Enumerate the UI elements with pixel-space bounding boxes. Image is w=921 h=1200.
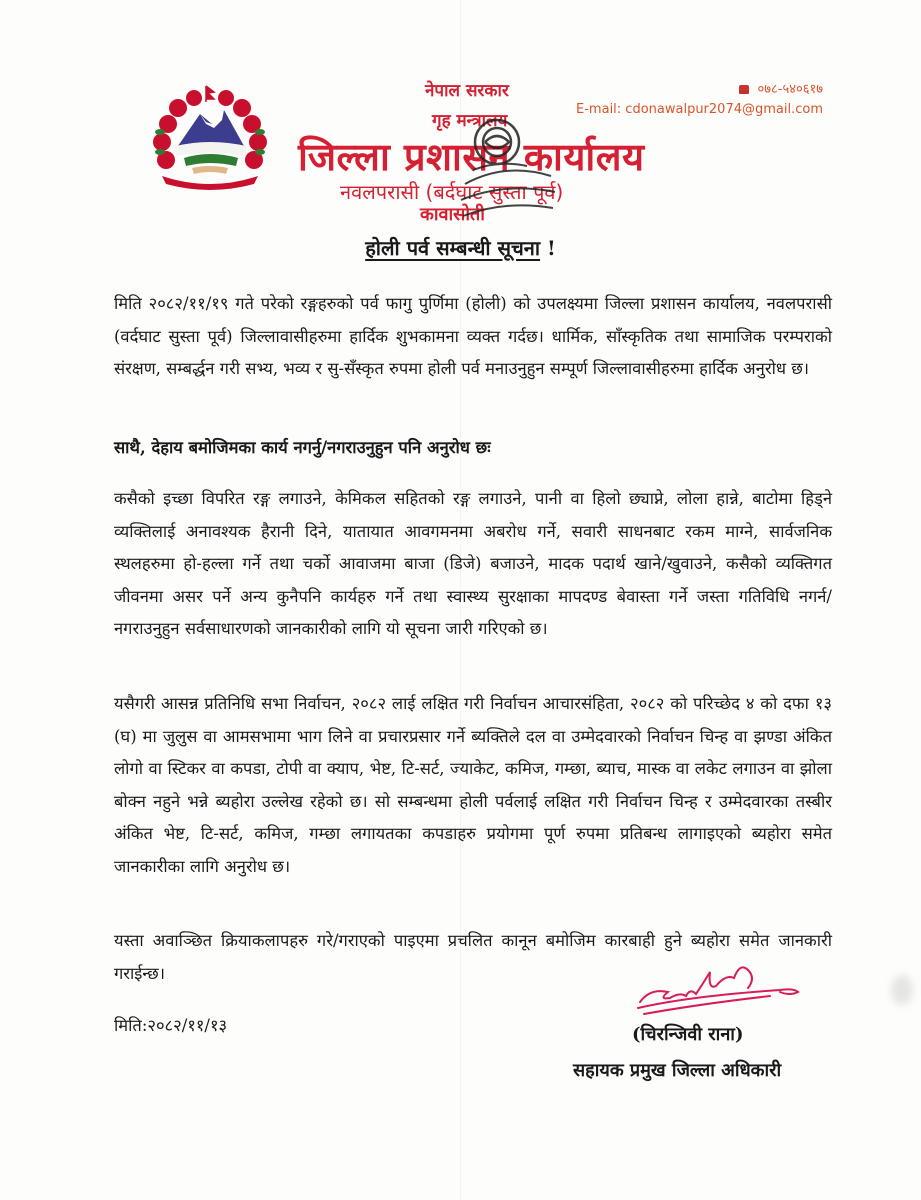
notice-title [0, 234, 921, 261]
phone-icon [739, 85, 749, 94]
district-name: नवलपरासी (बर्दघाट सुस्ता पूर्व) [340, 180, 564, 204]
ministry-name: गृह मन्त्रालय [432, 111, 508, 131]
office-name: जिल्ला प्रशासन कार्यालय [298, 135, 645, 179]
phone-number: ०७८-५४०६१७ [757, 82, 823, 97]
district-sub-name: कावासोती [420, 204, 485, 225]
office-seal-stamp-icon [455, 112, 565, 232]
paragraph-greeting: मिति २०८२/११/१९ गते परेको रङ्गहरुको पर्व फागु पुर्णिमा (होली) को उपलक्ष्यमा जिल्ला प्रशासन कार्यालय, नवलपरासी (वर्दघाट सुस्ता पूर्व) जिल्लावासीहरुमा हार्दिक शुभकामना व्यक्त गर्दछ। धार्मिक, साँस्कृतिक तथा सामाजिक परम्पराको संरक्षण, सम्बर्द्धन गरी सभ्य, भव्य र सु-सँस्कृत रुपमा होली पर्व मनाउनुहुन सम्पूर्ण जिल्लावासीहरुमा हार्दिक अनुरोध छ। [114, 294, 832, 378]
phone-line [576, 80, 823, 100]
nepal-coat-of-arms-icon [148, 84, 272, 196]
contact-block [576, 80, 823, 120]
scan-smudge [891, 975, 913, 1005]
handwritten-signature-icon [630, 952, 805, 1027]
government-name: नेपाल सरकार [425, 81, 509, 101]
paragraph-request-heading: साथै, देहाय बमोजिमका कार्य नगर्नु/नगराउनुहुन पनि अनुरोध छः [114, 438, 491, 457]
email-address[interactable]: E-mail: cdonawalpur2074@gmail.com [576, 102, 823, 117]
paragraph-legal-action: यस्ता अवाञ्छित क्रियाकलापहरु गरे/गराएको पाइएमा प्रचलित कानून बमोजिम कारबाही हुने ब्यहोरा समेत जानकारी गराईन्छ। [114, 931, 832, 983]
notice-title-text: होली पर्व सम्बन्धी सूचना [365, 236, 541, 260]
notice-date: मिति:२०८२/११/१३ [114, 1016, 228, 1035]
notice-title-mark: ! [547, 236, 556, 260]
signatory-designation: सहायक प्रमुख जिल्ला अधिकारी [573, 1060, 782, 1081]
signatory-name: (चिरन्जिवी राना) [632, 1024, 744, 1045]
paragraph-election-code: यसैगरी आसन्न प्रतिनिधि सभा निर्वाचन, २०८२ लाई लक्षित गरी निर्वाचन आचारसंहिता, २०८२ को परिच्छेद ४ को दफा १३ (घ) मा जुलुस वा आमसभामा भाग लिने वा प्रचारप्रसार गर्ने ब्यक्तिले दल वा उम्मेदवारको निर्वाचन चिन्ह वा झण्डा अंकित लोगो वा स्टिकर वा कपडा, टोपी वा क्याप, भेष्ट, टि-सर्ट, ज्याकेट, कमिज, गम्छा, ब्याच, मास्क वा लकेट लगाउन वा झोला बोक्न नहुने भन्ने ब्यहोरा उल्लेख रहेको छ। सो सम्बन्धमा होली पर्वलाई लक्षित गरी निर्वाचन चिन्ह र उम्मेदवारका तस्बीर अंकित भेष्ट, टि-सर्ट, कमिज, गम्छा लगायतका कपडाहरु प्रयोगमा पूर्ण रुपमा प्रतिबन्ध लागाइएको ब्यहोरा समेत जानकारीका लागि अनुरोध छ। [114, 694, 832, 876]
paragraph-prohibited-activities: कसैको इच्छा विपरित रङ्ग लगाउने, केमिकल सहितको रङ्ग लगाउने, पानी वा हिलो छ्याप्ने, लोला हान्ने, बाटोमा हिड्ने व्यक्तिलाई अनावश्यक हैरानी दिने, यातायात आवगमनमा अबरोध गर्ने, सवारी साधनबाट रकम माग्ने, सार्वजनिक स्थलहरुमा हो-हल्ला गर्ने तथा चर्को आवाजमा बाजा (डिजे) बजाउने, मादक पदार्थ खाने/खुवाउने, कसैको व्यक्तिगत जीवनमा असर पर्ने अन्य कुनैपनि कार्यहरु गर्ने तथा स्वास्थ्य सुरक्षाका मापदण्ड बेवास्ता गर्ने जस्ता गतिविधि नगर्न/नगराउनुहुन सर्वसाधारणको जानकारीको लागि यो सूचना जारी गरिएको छ। [114, 489, 832, 638]
